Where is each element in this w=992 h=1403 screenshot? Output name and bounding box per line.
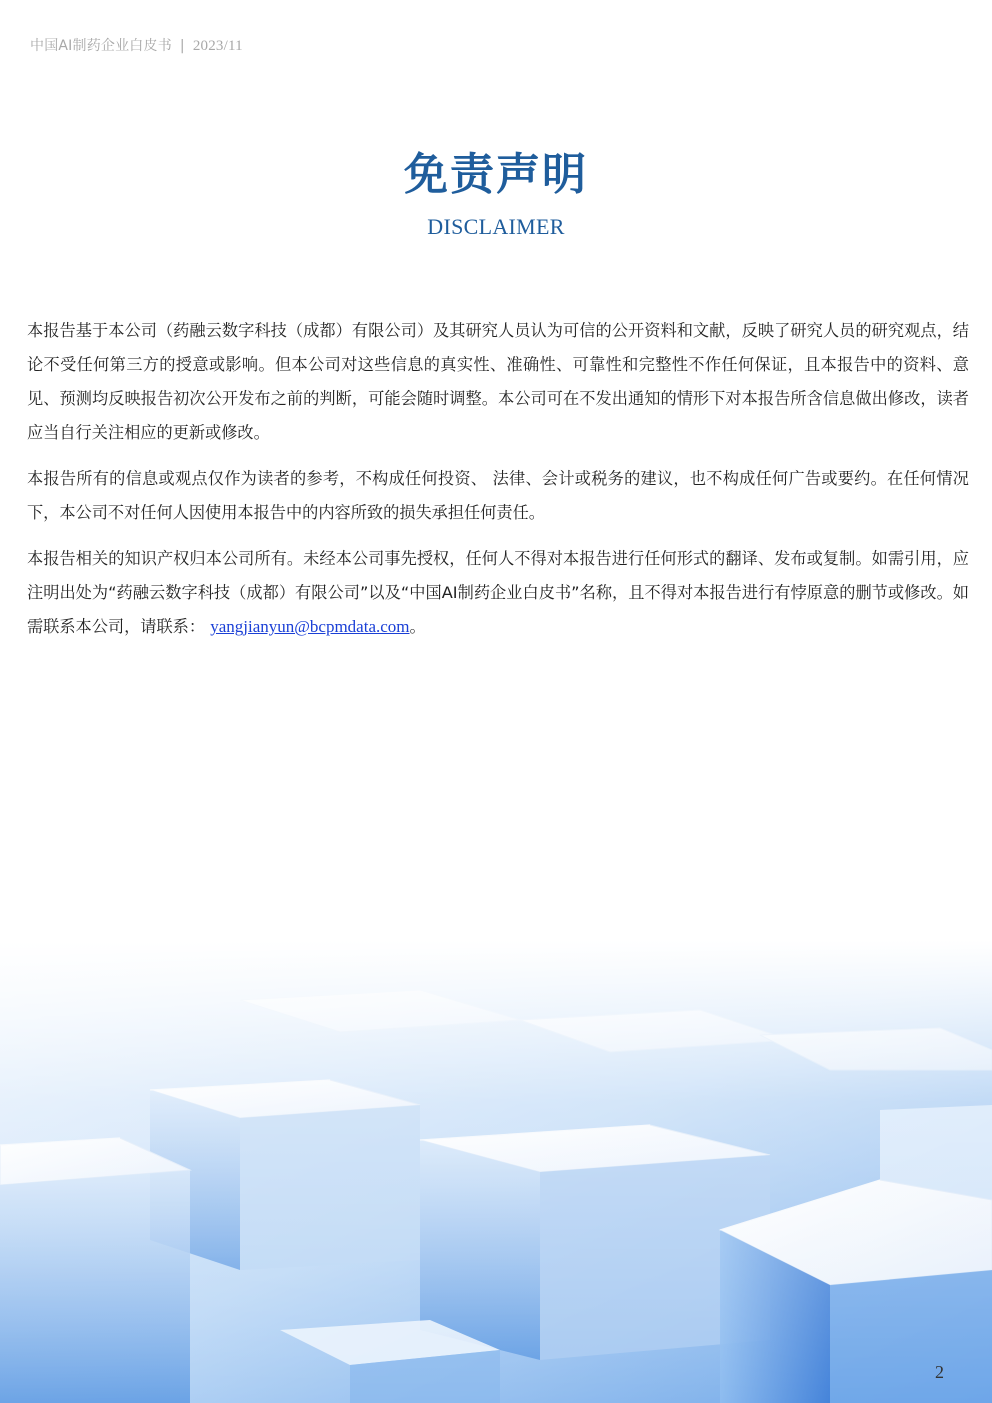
running-header: [30, 35, 243, 55]
paragraph-3: [27, 542, 969, 644]
header-date: 2023/11: [192, 38, 243, 54]
decorative-blocks-illustration: [0, 940, 992, 1403]
page-subtitle: DISCLAIMER: [427, 214, 565, 239]
header-separator: |: [179, 38, 185, 54]
page-title: 免责声明: [404, 149, 588, 200]
disclaimer-body: [27, 314, 969, 656]
paragraph-3-end: 。: [409, 617, 426, 636]
header-report-name: 中国AI制药企业白皮书: [30, 38, 172, 54]
page-number: 2: [935, 1362, 944, 1382]
contact-email-link[interactable]: yangjianyun@bcpmdata.com: [210, 617, 410, 636]
paragraph-2: 本报告所有的信息或观点仅作为读者的参考，不构成任何投资、 法律、会计或税务的建议，也不构成任何广告或要约。在任何情况下，本公司不对任何人因使用本报告中的内容所致的损失承担任何责任。: [27, 469, 969, 522]
paragraph-3-text: 本报告相关的知识产权归本公司所有。未经本公司事先授权，任何人不得对本报告进行任何形式的翻译、发布或复制。如需引用，应注明出处为“药融云数字科技（成都）有限公司”以及“中国AI制药企业白皮书”名称，且不得对本报告进行有悖原意的删节或修改。如需联系本公司，请联系：: [27, 549, 969, 636]
paragraph-1: 本报告基于本公司（药融云数字科技（成都）有限公司）及其研究人员认为可信的公开资料和文献，反映了研究人员的研究观点，结论不受任何第三方的授意或影响。但本公司对这些信息的真实性、准确性、可靠性和完整性不作任何保证，且本报告中的资料、意见、预测均反映报告初次公开发布之前的判断，可能会随时调整。本公司可在不发出通知的情形下对本报告所含信息做出修改，读者应当自行关注相应的更新或修改。: [27, 321, 969, 442]
